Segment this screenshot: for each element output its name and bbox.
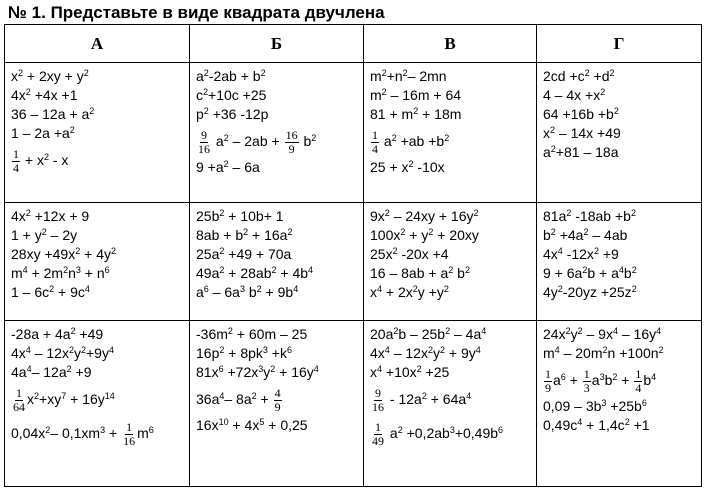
expression: $-36m^2 + 60m - 25$ bbox=[196, 326, 308, 342]
expression: $0,04x^2-$ $0,1xm^3$ + $\frac{1}{16}$ $m^6$ bbox=[11, 419, 154, 448]
expression: $36a^4-$ $8a^2$ + $\frac{4}{9}$ bbox=[196, 385, 281, 414]
expression: $1 - 6c^2 + 9c^4$ bbox=[11, 284, 90, 300]
table-cell bbox=[5, 63, 190, 203]
table-row bbox=[5, 321, 702, 487]
expression: $4y^2-20yz +25z^2$ bbox=[543, 284, 637, 300]
expression: $x^2 - 14x +49$ bbox=[543, 125, 621, 141]
expression: $20a^2b - 25b^2 - 4a^4$ bbox=[370, 326, 487, 342]
table-cell bbox=[364, 203, 537, 321]
expression: $\frac{1}{64}$ $x^2+xy^7 + 16y^{14}$ bbox=[13, 385, 115, 414]
fraction: $\frac{1}{9}$ bbox=[545, 366, 551, 395]
expression: $81x^6 +72x^3y^2 + 16y^4$ bbox=[196, 364, 319, 380]
expression: $9x^2 - 24xy + 16y^2$ bbox=[370, 208, 479, 224]
expression: $9 +a^2 - 6a$ bbox=[196, 159, 260, 175]
expression: $16p^2 + 8pk^3 +k^6$ bbox=[196, 345, 293, 361]
expression: $2cd +c^2 +d^2$ bbox=[543, 68, 615, 84]
expression: $8ab + b^2 + 16a^2$ bbox=[196, 227, 293, 243]
expression: $a^6 - 6a^3$ $b^2 + 9b^4$ bbox=[196, 284, 299, 300]
expression: $4x^4$ $-12x^2 +9$ bbox=[543, 246, 619, 262]
expression: $24x^2y^2 - 9x^4 - 16y^4$ bbox=[543, 326, 662, 342]
expression: $4x^4 - 12x^2y^2+9y^4$ bbox=[11, 345, 114, 361]
expression: $1 + y^2 - 2y$ bbox=[11, 227, 78, 243]
fraction: $\frac{4}{9}$ bbox=[274, 385, 281, 414]
table-cell bbox=[190, 63, 364, 203]
fraction: $\frac{1}{4}$ bbox=[13, 146, 19, 175]
fraction: $\frac{1}{4}$ bbox=[372, 127, 378, 156]
expression: $a^2-2ab + b^2$ bbox=[196, 68, 266, 84]
expression: $\frac{9}{16}$ $a^2 - 2ab$ + $\frac{16}{9}$ $b^2$ bbox=[198, 127, 317, 156]
table-cell bbox=[537, 63, 702, 203]
page-title: № 1. Представьте в виде квадрата двучлена bbox=[8, 3, 385, 22]
expression: $x^4 +10x^2 +25$ bbox=[370, 364, 450, 380]
fraction: $\frac{1}{4}$ bbox=[635, 366, 642, 395]
expression: $\frac{1}{49}$ $a^2 +0,2ab^3+0,49b^6$ bbox=[372, 419, 504, 448]
expression: $4x^2 +4x +1$ bbox=[11, 87, 78, 103]
column-header-g: Г bbox=[537, 25, 702, 63]
table-cell bbox=[190, 321, 364, 487]
expression: $b^2 +4a^2 - 4ab$ bbox=[543, 227, 628, 243]
expression: $p^2 +36$ -12p bbox=[196, 106, 269, 122]
column-header-a: А bbox=[5, 25, 190, 63]
expression: $4 - 4x +x^2$ bbox=[543, 87, 606, 103]
expression: $4a^4-$ $12a^2 +9$ bbox=[11, 364, 92, 380]
fraction: $\frac{9}{16}$ bbox=[198, 127, 210, 156]
table-cell bbox=[364, 321, 537, 487]
expression: $x^4 + 2x^2y +y^2$ bbox=[370, 284, 449, 300]
table-cell bbox=[537, 203, 702, 321]
expression: $81a^2$ $-18ab +b^2$ bbox=[543, 208, 636, 224]
expression: $\frac{1}{4}$ $a^2 +ab +b^2$ bbox=[372, 127, 450, 156]
expression: $m^2+n^2-$ 2mn bbox=[370, 68, 447, 84]
fraction: $\frac{16}{9}$ bbox=[285, 127, 298, 156]
table-cell bbox=[364, 63, 537, 203]
header-row bbox=[5, 25, 702, 63]
table-cell bbox=[5, 203, 190, 321]
table-row bbox=[5, 203, 702, 321]
expression: $25x^2$ -20x +4 bbox=[370, 246, 449, 262]
expression: $25b^2 + 10b+ 1$ bbox=[196, 208, 284, 224]
expression: $0,49c^4 + 1,4c^2 +1$ bbox=[543, 417, 650, 433]
expression: $81 + m^2 + 18m$ bbox=[370, 106, 462, 122]
expression: $m^2 - 16m + 64$ bbox=[370, 87, 462, 103]
expression: $16x^{10} + 4x^5 + 0,25$ bbox=[196, 417, 308, 433]
expression: $64 +16b +b^2$ bbox=[543, 106, 619, 122]
expression: $\frac{1}{9}$ $a^6$ + $\frac{1}{3}$ $a^3b^2$ + $\frac{1}{4}$ $b^4$ bbox=[545, 366, 657, 395]
expression: $x^2 + 2xy + y^2$ bbox=[11, 68, 89, 84]
expression: $m^4 + 2m^2n^3 + n^6$ bbox=[11, 265, 110, 281]
expression: $1 - 2a +a^2$ bbox=[11, 125, 75, 141]
expression: $4x^4 - 12x^2y^2 + 9y^4$ bbox=[370, 345, 481, 361]
table-row bbox=[5, 63, 702, 203]
expression: $25 + x^2$ -10x bbox=[370, 159, 445, 175]
table-body bbox=[5, 63, 702, 487]
fraction: $\frac{1}{16}$ bbox=[123, 419, 136, 448]
column-header-b: Б bbox=[190, 25, 364, 63]
table-cell bbox=[190, 203, 364, 321]
table-cell bbox=[5, 321, 190, 487]
column-header-v: В bbox=[364, 25, 537, 63]
expression: $16 - 8ab + a^2$ $b^2$ bbox=[370, 265, 470, 281]
fraction: $\frac{1}{3}$ bbox=[583, 366, 590, 395]
fraction: $\frac{1}{49}$ bbox=[372, 419, 384, 448]
expression: $49a^2 + 28ab^2 + 4b^4$ bbox=[196, 265, 314, 281]
expression: $28xy +49x^2 + 4y^2$ bbox=[11, 246, 116, 262]
exercise-table bbox=[4, 24, 702, 487]
expression: $\frac{9}{16}$ - $12a^2 + 64a^4$ bbox=[372, 385, 472, 414]
expression: $a^2+81 - 18a$ bbox=[543, 144, 619, 160]
table-cell bbox=[537, 321, 702, 487]
fraction: $\frac{1}{64}$ bbox=[13, 385, 25, 414]
expression: $\frac{1}{4}$ + $x^2$ - x bbox=[13, 146, 69, 175]
expression: $100x^2 + y^2 + 20xy$ bbox=[370, 227, 479, 243]
expression: $c^2+10c +25$ bbox=[196, 87, 267, 103]
expression: $4x^2 +12x + 9$ bbox=[11, 208, 90, 224]
expression: $25a^2 +49 + 70a$ bbox=[196, 246, 292, 262]
expression: $36 - 12a + a^2$ bbox=[11, 106, 95, 122]
expression: $m^4 - 20m^2n +100n^2$ bbox=[543, 345, 664, 361]
expression: $-28a + 4a^2 +49$ bbox=[11, 326, 104, 342]
fraction: $\frac{9}{16}$ bbox=[372, 385, 384, 414]
expression: $0,09 - 3b^3 +25b^6$ bbox=[543, 398, 647, 414]
expression: $9 + 6a^2b + a^4b^2$ bbox=[543, 265, 637, 281]
